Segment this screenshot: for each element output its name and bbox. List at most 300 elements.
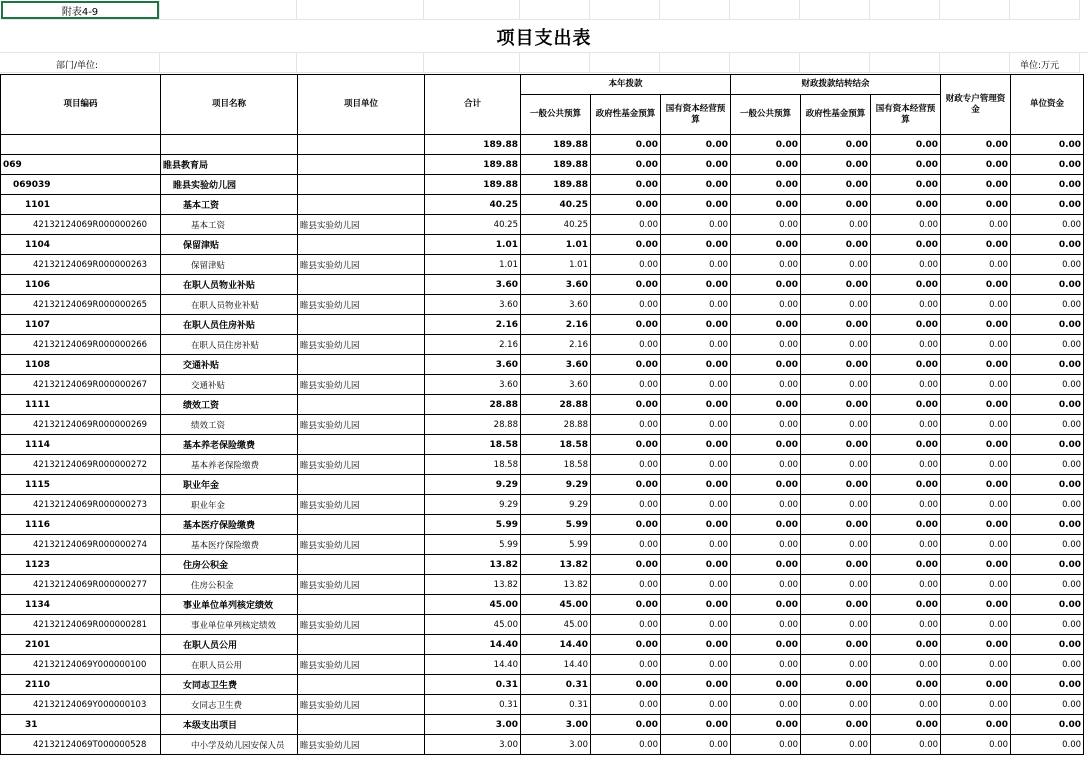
cell-name[interactable]: 女同志卫生费 [161,675,298,695]
cell-value[interactable]: 0.00 [941,555,1011,575]
cell-value[interactable]: 0.00 [871,435,941,455]
cell-value[interactable]: 0.00 [941,255,1011,275]
table-row[interactable] [1,355,1084,375]
cell-value[interactable]: 0.00 [871,555,941,575]
cell-value[interactable]: 0.00 [591,215,661,235]
cell-value[interactable]: 0.00 [801,255,871,275]
cell-value[interactable]: 0.00 [801,355,871,375]
cell-value[interactable]: 0.00 [941,195,1011,215]
cell-value[interactable]: 0.00 [661,255,731,275]
cell-value[interactable]: 0.00 [871,675,941,695]
cell-unit[interactable]: 睢县实验幼儿园 [298,215,425,235]
cell-value[interactable]: 0.00 [731,735,801,755]
cell-name[interactable]: 在职人员物业补贴 [161,295,298,315]
cell-value[interactable]: 3.00 [521,715,591,735]
cell-name[interactable]: 保留津贴 [161,255,298,275]
cell-value[interactable]: 0.00 [731,575,801,595]
cell-value[interactable]: 0.00 [591,515,661,535]
cell-code[interactable]: 42132124069Y000000103 [1,695,161,715]
cell-name[interactable]: 交通补贴 [161,375,298,395]
cell-value[interactable]: 0.00 [941,395,1011,415]
cell-value[interactable]: 0.00 [1011,375,1084,395]
cell-name[interactable]: 在职人员公用 [161,655,298,675]
cell-value[interactable]: 0.00 [1011,475,1084,495]
cell-value[interactable]: 0.00 [801,195,871,215]
cell-value[interactable]: 0.00 [801,295,871,315]
cell-value[interactable]: 1.01 [521,235,591,255]
cell-value[interactable]: 0.00 [941,575,1011,595]
cell-value[interactable]: 3.60 [521,355,591,375]
table-row[interactable] [1,475,1084,495]
cell-value[interactable]: 9.29 [521,475,591,495]
table-row[interactable] [1,515,1084,535]
cell-value[interactable]: 0.00 [1011,355,1084,375]
cell-unit[interactable]: 睢县实验幼儿园 [298,735,425,755]
cell-value[interactable]: 0.00 [801,695,871,715]
cell-value[interactable]: 0.00 [731,635,801,655]
cell-value[interactable]: 0.00 [591,295,661,315]
cell-value[interactable]: 0.00 [731,295,801,315]
table-row[interactable] [1,735,1084,755]
cell-value[interactable]: 0.00 [731,695,801,715]
cell-value[interactable]: 0.00 [801,275,871,295]
cell-value[interactable]: 0.00 [801,615,871,635]
cell-value[interactable]: 0.00 [731,615,801,635]
cell-value[interactable]: 0.00 [1011,555,1084,575]
cell-unit[interactable]: 睢县实验幼儿园 [298,255,425,275]
cell-value[interactable]: 0.00 [591,495,661,515]
cell-value[interactable]: 0.00 [1011,275,1084,295]
cell-value[interactable]: 45.00 [521,615,591,635]
cell-value[interactable]: 0.00 [871,415,941,435]
cell-total[interactable]: 9.29 [425,475,521,495]
cell-code[interactable]: 42132124069R000000272 [1,455,161,475]
cell-total[interactable]: 28.88 [425,415,521,435]
cell-value[interactable]: 0.00 [591,575,661,595]
cell-value[interactable]: 0.00 [731,535,801,555]
cell-value[interactable]: 0.00 [801,315,871,335]
cell-unit[interactable] [298,475,425,495]
cell-value[interactable]: 0.00 [731,395,801,415]
cell-name[interactable]: 基本养老保险缴费 [161,455,298,475]
cell-value[interactable]: 0.00 [731,195,801,215]
cell-value[interactable]: 0.00 [1011,715,1084,735]
cell-value[interactable]: 0.00 [871,315,941,335]
cell-value[interactable]: 5.99 [521,535,591,555]
cell-value[interactable]: 0.00 [941,435,1011,455]
cell-code[interactable]: 42132124069R000000267 [1,375,161,395]
cell-code[interactable]: 1111 [1,395,161,415]
cell-total[interactable]: 1.01 [425,255,521,275]
cell-value[interactable]: 0.00 [591,195,661,215]
cell-name[interactable]: 基本工资 [161,215,298,235]
cell-value[interactable]: 28.88 [521,415,591,435]
cell-name[interactable]: 基本医疗保险缴费 [161,535,298,555]
cell-unit[interactable] [298,595,425,615]
cell-value[interactable]: 0.00 [1011,575,1084,595]
cell-code[interactable]: 1106 [1,275,161,295]
cell-value[interactable]: 40.25 [521,195,591,215]
cell-value[interactable]: 3.60 [521,375,591,395]
table-row[interactable] [1,255,1084,275]
cell-value[interactable]: 0.00 [801,155,871,175]
cell-total[interactable]: 40.25 [425,215,521,235]
table-row[interactable] [1,155,1084,175]
cell-code[interactable]: 1108 [1,355,161,375]
cell-value[interactable]: 0.00 [661,415,731,435]
cell-value[interactable]: 0.00 [871,335,941,355]
cell-value[interactable]: 0.00 [1011,395,1084,415]
cell-code[interactable]: 42132124069Y000000100 [1,655,161,675]
cell-value[interactable]: 0.00 [1011,175,1084,195]
cell-value[interactable]: 0.00 [871,295,941,315]
cell-value[interactable]: 0.00 [871,475,941,495]
cell-code[interactable]: 1114 [1,435,161,455]
cell-value[interactable]: 3.00 [521,735,591,755]
cell-value[interactable]: 0.00 [1011,675,1084,695]
cell-unit[interactable]: 睢县实验幼儿园 [298,695,425,715]
cell-value[interactable]: 0.00 [661,135,731,155]
table-row[interactable] [1,635,1084,655]
table-row[interactable] [1,215,1084,235]
cell-value[interactable]: 0.00 [731,455,801,475]
cell-unit[interactable] [298,175,425,195]
cell-value[interactable]: 0.00 [591,415,661,435]
table-row[interactable] [1,555,1084,575]
cell-value[interactable]: 0.00 [941,135,1011,155]
cell-value[interactable]: 0.00 [731,275,801,295]
cell-name[interactable]: 中小学及幼儿园安保人员 [161,735,298,755]
cell-code[interactable]: 069039 [1,175,161,195]
cell-total[interactable]: 2.16 [425,335,521,355]
table-row[interactable] [1,175,1084,195]
cell-value[interactable]: 0.00 [871,235,941,255]
cell-value[interactable]: 0.00 [661,735,731,755]
cell-value[interactable]: 0.00 [661,515,731,535]
cell-code[interactable]: 42132124069R000000266 [1,335,161,355]
cell-value[interactable]: 13.82 [521,575,591,595]
table-row[interactable] [1,575,1084,595]
cell-unit[interactable] [298,235,425,255]
cell-value[interactable]: 0.00 [661,395,731,415]
cell-unit[interactable] [298,315,425,335]
cell-value[interactable]: 28.88 [521,395,591,415]
cell-value[interactable]: 0.00 [661,715,731,735]
cell-value[interactable]: 0.00 [941,635,1011,655]
cell-code[interactable]: 1107 [1,315,161,335]
cell-value[interactable]: 0.00 [1011,215,1084,235]
cell-value[interactable]: 0.00 [591,695,661,715]
cell-value[interactable]: 0.00 [801,515,871,535]
cell-name[interactable]: 女同志卫生费 [161,695,298,715]
table-row[interactable] [1,615,1084,635]
cell-code[interactable]: 42132124069R000000274 [1,535,161,555]
cell-value[interactable]: 0.00 [731,135,801,155]
cell-value[interactable]: 0.00 [1011,235,1084,255]
cell-value[interactable]: 0.00 [1011,495,1084,515]
cell-value[interactable]: 2.16 [521,315,591,335]
cell-name[interactable]: 在职人员住房补贴 [161,335,298,355]
cell-code[interactable]: 1116 [1,515,161,535]
table-row[interactable] [1,435,1084,455]
cell-value[interactable]: 0.00 [661,575,731,595]
cell-value[interactable]: 0.00 [801,735,871,755]
cell-value[interactable]: 0.00 [661,235,731,255]
table-row[interactable] [1,375,1084,395]
cell-value[interactable]: 0.00 [941,375,1011,395]
cell-value[interactable]: 0.00 [1011,655,1084,675]
cell-total[interactable]: 45.00 [425,595,521,615]
cell-value[interactable]: 0.00 [591,735,661,755]
cell-total[interactable]: 189.88 [425,135,521,155]
cell-unit[interactable]: 睢县实验幼儿园 [298,615,425,635]
cell-code[interactable]: 42132124069R000000269 [1,415,161,435]
cell-total[interactable]: 45.00 [425,615,521,635]
cell-total[interactable]: 5.99 [425,535,521,555]
cell-value[interactable]: 0.00 [941,495,1011,515]
cell-value[interactable]: 0.00 [591,715,661,735]
cell-value[interactable]: 0.00 [591,315,661,335]
cell-value[interactable]: 0.00 [661,355,731,375]
cell-name[interactable]: 职业年金 [161,475,298,495]
cell-value[interactable]: 0.00 [591,175,661,195]
cell-value[interactable]: 0.00 [801,435,871,455]
cell-value[interactable]: 14.40 [521,655,591,675]
cell-value[interactable]: 0.00 [871,355,941,375]
cell-value[interactable]: 0.00 [661,335,731,355]
cell-value[interactable]: 45.00 [521,595,591,615]
cell-value[interactable]: 0.00 [1011,635,1084,655]
cell-value[interactable]: 0.00 [591,395,661,415]
cell-value[interactable]: 0.00 [941,735,1011,755]
cell-value[interactable]: 0.00 [661,295,731,315]
cell-value[interactable]: 0.00 [731,375,801,395]
cell-value[interactable]: 0.00 [871,255,941,275]
cell-name[interactable]: 基本医疗保险缴费 [161,515,298,535]
table-row[interactable] [1,335,1084,355]
cell-unit[interactable]: 睢县实验幼儿园 [298,375,425,395]
cell-value[interactable]: 0.00 [801,475,871,495]
cell-value[interactable]: 0.31 [521,695,591,715]
table-row[interactable] [1,715,1084,735]
cell-total[interactable]: 14.40 [425,635,521,655]
cell-value[interactable]: 0.00 [941,335,1011,355]
cell-unit[interactable] [298,435,425,455]
cell-value[interactable]: 0.00 [871,635,941,655]
cell-value[interactable]: 0.00 [871,135,941,155]
cell-value[interactable]: 0.00 [801,715,871,735]
cell-name[interactable]: 绩效工资 [161,415,298,435]
cell-total[interactable]: 3.60 [425,355,521,375]
cell-unit[interactable]: 睢县实验幼儿园 [298,455,425,475]
cell-value[interactable]: 0.00 [661,555,731,575]
cell-total[interactable]: 5.99 [425,515,521,535]
cell-value[interactable]: 0.00 [801,335,871,355]
table-row[interactable] [1,315,1084,335]
cell-value[interactable]: 0.00 [591,375,661,395]
cell-name[interactable]: 绩效工资 [161,395,298,415]
cell-total[interactable]: 0.31 [425,695,521,715]
cell-value[interactable]: 18.58 [521,435,591,455]
cell-value[interactable]: 0.00 [661,655,731,675]
cell-value[interactable]: 0.00 [801,215,871,235]
cell-unit[interactable]: 睢县实验幼儿园 [298,535,425,555]
cell-total[interactable]: 3.00 [425,735,521,755]
cell-value[interactable]: 0.00 [871,175,941,195]
cell-value[interactable]: 0.00 [661,215,731,235]
cell-value[interactable]: 189.88 [521,155,591,175]
cell-value[interactable]: 0.00 [871,535,941,555]
cell-value[interactable]: 0.00 [1011,195,1084,215]
cell-value[interactable]: 0.00 [801,235,871,255]
cell-code[interactable]: 42132124069R000000281 [1,615,161,635]
cell-value[interactable]: 13.82 [521,555,591,575]
cell-value[interactable]: 0.00 [1011,295,1084,315]
cell-name[interactable]: 基本工资 [161,195,298,215]
cell-value[interactable]: 0.00 [731,435,801,455]
cell-code[interactable]: 42132124069R000000260 [1,215,161,235]
cell-value[interactable]: 0.00 [801,575,871,595]
cell-value[interactable]: 0.00 [661,375,731,395]
table-row[interactable] [1,655,1084,675]
table-row[interactable] [1,535,1084,555]
cell-value[interactable]: 2.16 [521,335,591,355]
cell-value[interactable]: 0.00 [591,615,661,635]
cell-value[interactable]: 0.00 [731,355,801,375]
cell-total[interactable]: 18.58 [425,455,521,475]
cell-value[interactable]: 18.58 [521,455,591,475]
cell-unit[interactable]: 睢县实验幼儿园 [298,575,425,595]
cell-value[interactable]: 0.00 [661,315,731,335]
selected-cell-a1[interactable] [1,1,159,19]
cell-name[interactable]: 在职人员物业补贴 [161,275,298,295]
cell-total[interactable]: 18.58 [425,435,521,455]
cell-unit[interactable] [298,675,425,695]
cell-value[interactable]: 0.00 [941,515,1011,535]
cell-value[interactable]: 0.00 [731,215,801,235]
cell-value[interactable]: 0.00 [871,155,941,175]
cell-value[interactable]: 0.00 [871,615,941,635]
cell-value[interactable]: 0.00 [801,175,871,195]
cell-value[interactable]: 0.00 [941,355,1011,375]
cell-value[interactable]: 0.00 [801,495,871,515]
cell-unit[interactable]: 睢县实验幼儿园 [298,335,425,355]
cell-value[interactable]: 0.00 [661,635,731,655]
cell-value[interactable]: 0.00 [591,355,661,375]
cell-value[interactable]: 3.60 [521,275,591,295]
cell-total[interactable]: 3.00 [425,715,521,735]
cell-value[interactable]: 0.00 [591,675,661,695]
cell-value[interactable]: 0.00 [1011,515,1084,535]
cell-code[interactable]: 42132124069R000000277 [1,575,161,595]
table-row[interactable] [1,415,1084,435]
cell-unit[interactable] [298,275,425,295]
cell-value[interactable]: 0.00 [941,475,1011,495]
cell-value[interactable]: 0.00 [871,695,941,715]
cell-value[interactable]: 0.00 [1011,735,1084,755]
cell-unit[interactable] [298,155,425,175]
cell-value[interactable]: 0.00 [661,475,731,495]
table-row[interactable] [1,695,1084,715]
cell-value[interactable]: 0.00 [661,495,731,515]
cell-value[interactable]: 0.00 [941,675,1011,695]
cell-value[interactable]: 0.00 [661,155,731,175]
cell-value[interactable]: 0.00 [591,135,661,155]
cell-code[interactable]: 1115 [1,475,161,495]
cell-code[interactable]: 2101 [1,635,161,655]
cell-value[interactable]: 0.00 [731,235,801,255]
cell-name[interactable]: 交通补贴 [161,355,298,375]
cell-value[interactable]: 0.00 [941,535,1011,555]
cell-value[interactable]: 0.00 [1011,695,1084,715]
table-row[interactable] [1,195,1084,215]
cell-name[interactable]: 睢县实验幼儿园 [161,175,298,195]
cell-value[interactable]: 0.00 [1011,595,1084,615]
cell-value[interactable]: 0.00 [1011,155,1084,175]
cell-value[interactable]: 0.00 [871,655,941,675]
cell-code[interactable] [1,135,161,155]
cell-value[interactable]: 0.00 [591,435,661,455]
cell-value[interactable]: 0.00 [801,655,871,675]
cell-value[interactable]: 0.00 [661,175,731,195]
cell-value[interactable]: 0.00 [871,395,941,415]
cell-value[interactable]: 0.00 [871,515,941,535]
cell-value[interactable]: 1.01 [521,255,591,275]
cell-value[interactable]: 0.00 [661,195,731,215]
cell-total[interactable]: 3.60 [425,375,521,395]
cell-value[interactable]: 0.00 [871,575,941,595]
cell-value[interactable]: 0.00 [591,455,661,475]
cell-total[interactable]: 3.60 [425,295,521,315]
cell-value[interactable]: 0.00 [801,375,871,395]
cell-value[interactable]: 0.00 [731,175,801,195]
cell-total[interactable]: 189.88 [425,155,521,175]
cell-value[interactable]: 0.00 [731,155,801,175]
cell-value[interactable]: 40.25 [521,215,591,235]
cell-value[interactable]: 0.00 [941,695,1011,715]
cell-name[interactable]: 在职人员住房补贴 [161,315,298,335]
cell-value[interactable]: 0.00 [661,455,731,475]
cell-total[interactable]: 9.29 [425,495,521,515]
cell-value[interactable]: 0.00 [591,155,661,175]
table-row[interactable] [1,675,1084,695]
cell-value[interactable]: 0.00 [1011,615,1084,635]
cell-value[interactable]: 0.00 [801,635,871,655]
cell-value[interactable]: 0.00 [731,715,801,735]
cell-value[interactable]: 0.00 [591,335,661,355]
cell-name[interactable]: 本级支出项目 [161,715,298,735]
cell-value[interactable]: 0.00 [941,655,1011,675]
cell-value[interactable]: 0.00 [591,635,661,655]
cell-value[interactable]: 0.00 [731,675,801,695]
cell-unit[interactable] [298,195,425,215]
cell-value[interactable]: 189.88 [521,135,591,155]
cell-total[interactable]: 13.82 [425,555,521,575]
cell-value[interactable]: 0.00 [1011,535,1084,555]
cell-value[interactable]: 0.00 [661,535,731,555]
cell-value[interactable]: 0.00 [731,475,801,495]
cell-value[interactable]: 0.00 [941,175,1011,195]
cell-value[interactable]: 0.00 [591,595,661,615]
cell-value[interactable]: 5.99 [521,515,591,535]
cell-value[interactable]: 0.00 [591,235,661,255]
cell-value[interactable]: 0.00 [871,455,941,475]
cell-code[interactable]: 069 [1,155,161,175]
cell-unit[interactable]: 睢县实验幼儿园 [298,655,425,675]
cell-value[interactable]: 0.00 [801,595,871,615]
cell-value[interactable]: 0.00 [941,315,1011,335]
cell-value[interactable]: 0.00 [731,415,801,435]
